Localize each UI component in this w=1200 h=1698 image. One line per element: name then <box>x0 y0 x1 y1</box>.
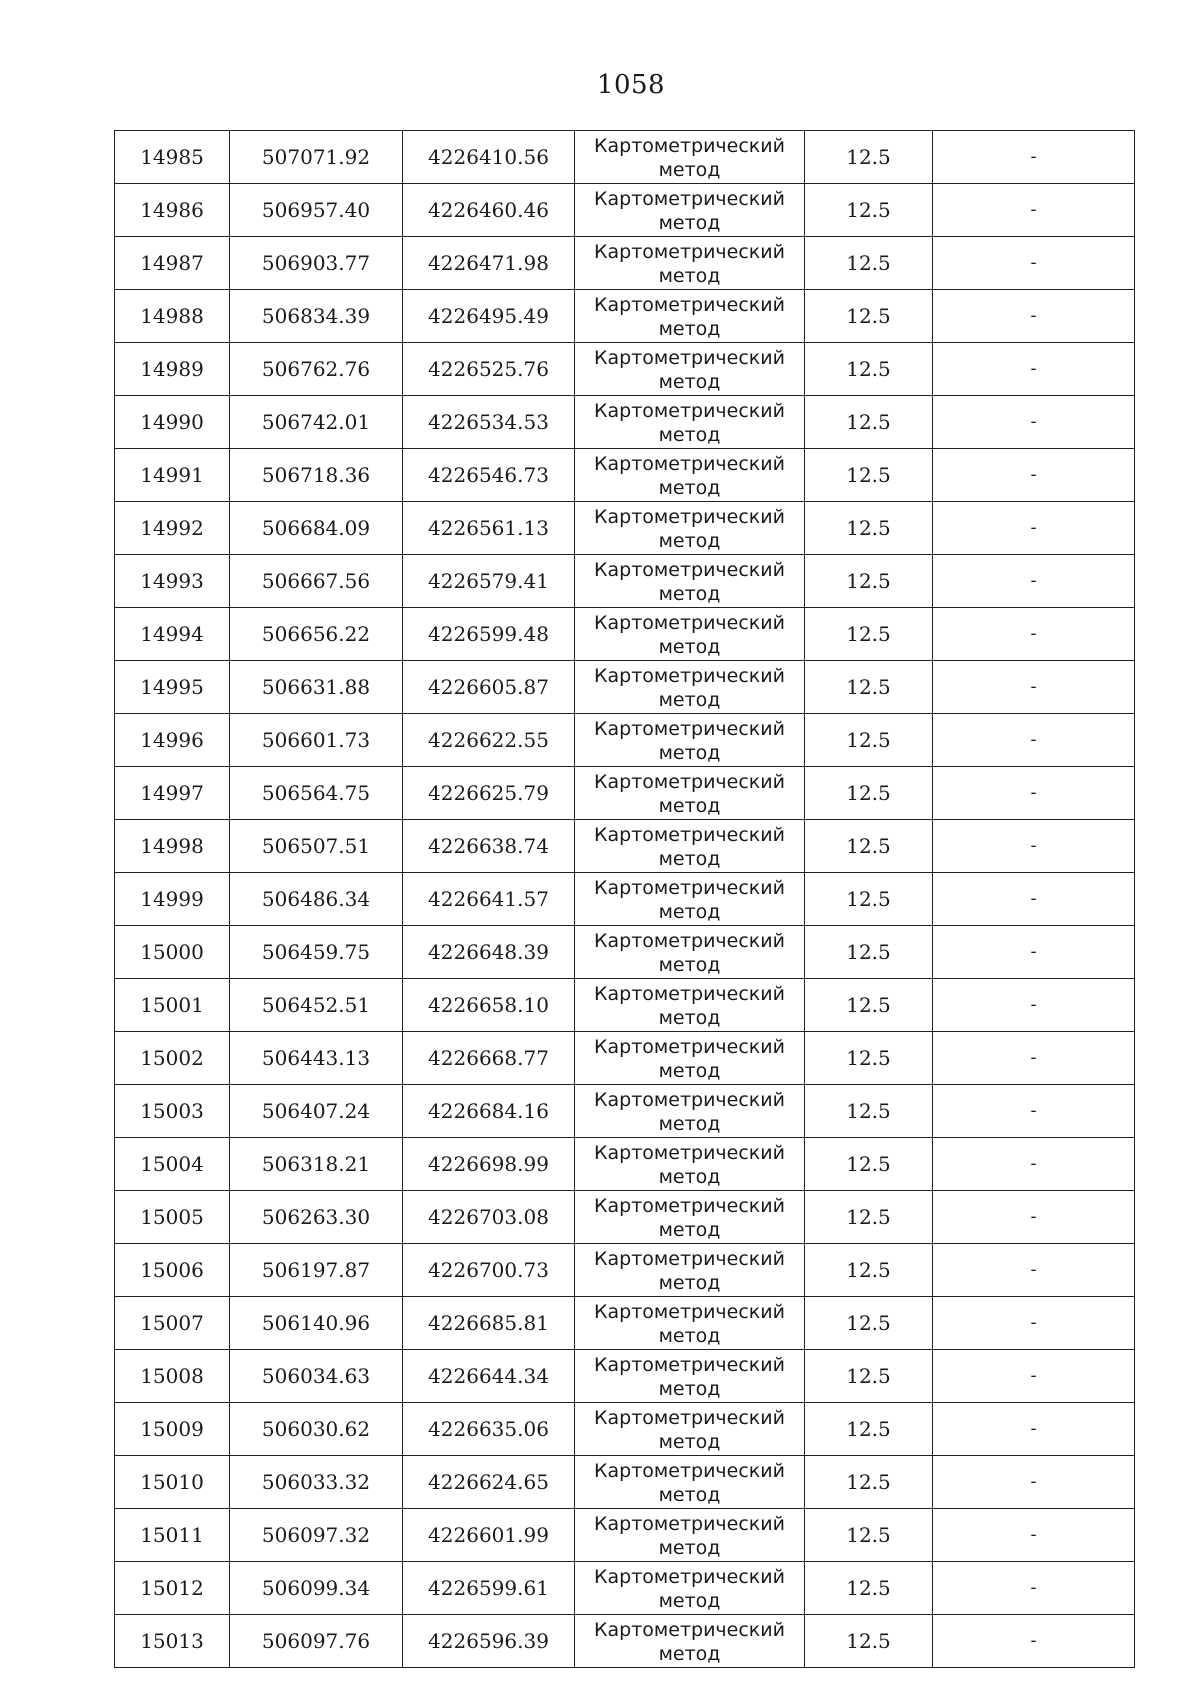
note-cell: - <box>933 608 1135 661</box>
method-line-1: Картометрический <box>594 1407 785 1429</box>
table-row <box>115 290 1135 343</box>
method-line-1: Картометрический <box>594 241 785 263</box>
note-cell: - <box>933 979 1135 1032</box>
method-line-2: метод <box>658 954 721 976</box>
note-cell: - <box>933 1297 1135 1350</box>
method-line-1: Картометрический <box>594 1619 785 1641</box>
table-row <box>115 1562 1135 1615</box>
point-number-cell: 15008 <box>115 1350 230 1403</box>
x-coordinate-cell: 506957.40 <box>230 184 403 237</box>
method-cell <box>575 873 805 926</box>
point-number-cell: 15003 <box>115 1085 230 1138</box>
method-line-2: метод <box>658 636 721 658</box>
table-row <box>115 555 1135 608</box>
method-line-1: Картометрический <box>594 294 785 316</box>
note-cell: - <box>933 1509 1135 1562</box>
note-cell: - <box>933 131 1135 184</box>
table-row <box>115 1350 1135 1403</box>
method-line-2: метод <box>658 1590 721 1612</box>
method-line-1: Картометрический <box>594 559 785 581</box>
method-line-1: Картометрический <box>594 188 785 210</box>
method-line-2: метод <box>658 1378 721 1400</box>
y-coordinate-cell: 4226622.55 <box>403 714 575 767</box>
x-coordinate-cell: 506097.76 <box>230 1615 403 1668</box>
method-line-2: метод <box>658 848 721 870</box>
accuracy-cell: 12.5 <box>805 1244 933 1297</box>
point-number-cell: 15001 <box>115 979 230 1032</box>
method-line-1: Картометрический <box>594 1354 785 1376</box>
method-line-2: метод <box>658 1431 721 1453</box>
accuracy-cell: 12.5 <box>805 502 933 555</box>
table-row <box>115 1244 1135 1297</box>
accuracy-cell: 12.5 <box>805 1562 933 1615</box>
point-number-cell: 14987 <box>115 237 230 290</box>
accuracy-cell: 12.5 <box>805 449 933 502</box>
table-row <box>115 661 1135 714</box>
method-line-1: Картометрический <box>594 771 785 793</box>
x-coordinate-cell: 506197.87 <box>230 1244 403 1297</box>
table-row <box>115 979 1135 1032</box>
point-number-cell: 15005 <box>115 1191 230 1244</box>
method-line-2: метод <box>658 530 721 552</box>
point-number-cell: 14986 <box>115 184 230 237</box>
x-coordinate-cell: 506140.96 <box>230 1297 403 1350</box>
method-line-2: метод <box>658 477 721 499</box>
method-line-1: Картометрический <box>594 1248 785 1270</box>
accuracy-cell: 12.5 <box>805 926 933 979</box>
accuracy-cell: 12.5 <box>805 1456 933 1509</box>
x-coordinate-cell: 506667.56 <box>230 555 403 608</box>
point-number-cell: 14997 <box>115 767 230 820</box>
table-row <box>115 1403 1135 1456</box>
method-line-1: Картометрический <box>594 1036 785 1058</box>
method-cell <box>575 1297 805 1350</box>
y-coordinate-cell: 4226596.39 <box>403 1615 575 1668</box>
y-coordinate-cell: 4226648.39 <box>403 926 575 979</box>
method-line-2: метод <box>658 424 721 446</box>
method-cell <box>575 926 805 979</box>
table-row <box>115 767 1135 820</box>
method-line-1: Картометрический <box>594 135 785 157</box>
accuracy-cell: 12.5 <box>805 1615 933 1668</box>
method-cell <box>575 396 805 449</box>
method-cell <box>575 502 805 555</box>
note-cell: - <box>933 1085 1135 1138</box>
note-cell: - <box>933 1456 1135 1509</box>
accuracy-cell: 12.5 <box>805 661 933 714</box>
x-coordinate-cell: 506762.76 <box>230 343 403 396</box>
x-coordinate-cell: 506486.34 <box>230 873 403 926</box>
y-coordinate-cell: 4226624.65 <box>403 1456 575 1509</box>
x-coordinate-cell: 506452.51 <box>230 979 403 1032</box>
point-number-cell: 14994 <box>115 608 230 661</box>
point-number-cell: 15006 <box>115 1244 230 1297</box>
method-cell <box>575 1138 805 1191</box>
method-line-1: Картометрический <box>594 1513 785 1535</box>
method-cell <box>575 1244 805 1297</box>
method-cell <box>575 1085 805 1138</box>
y-coordinate-cell: 4226703.08 <box>403 1191 575 1244</box>
method-line-1: Картометрический <box>594 824 785 846</box>
point-number-cell: 15000 <box>115 926 230 979</box>
table-row <box>115 608 1135 661</box>
page-number: 1058 <box>596 70 666 100</box>
y-coordinate-cell: 4226638.74 <box>403 820 575 873</box>
x-coordinate-cell: 506684.09 <box>230 502 403 555</box>
method-line-1: Картометрический <box>594 930 785 952</box>
x-coordinate-cell: 506030.62 <box>230 1403 403 1456</box>
note-cell: - <box>933 1244 1135 1297</box>
point-number-cell: 15012 <box>115 1562 230 1615</box>
table-row <box>115 1085 1135 1138</box>
y-coordinate-cell: 4226460.46 <box>403 184 575 237</box>
accuracy-cell: 12.5 <box>805 343 933 396</box>
method-line-1: Картометрический <box>594 612 785 634</box>
y-coordinate-cell: 4226635.06 <box>403 1403 575 1456</box>
point-number-cell: 14996 <box>115 714 230 767</box>
note-cell: - <box>933 873 1135 926</box>
table-body <box>115 131 1135 1668</box>
method-line-1: Картометрический <box>594 665 785 687</box>
method-line-2: метод <box>658 1113 721 1135</box>
coordinates-table <box>114 130 1135 1668</box>
y-coordinate-cell: 4226625.79 <box>403 767 575 820</box>
method-cell <box>575 555 805 608</box>
method-line-2: метод <box>658 742 721 764</box>
method-line-1: Картометрический <box>594 400 785 422</box>
x-coordinate-cell: 506459.75 <box>230 926 403 979</box>
point-number-cell: 14993 <box>115 555 230 608</box>
y-coordinate-cell: 4226525.76 <box>403 343 575 396</box>
table-row <box>115 1509 1135 1562</box>
y-coordinate-cell: 4226698.99 <box>403 1138 575 1191</box>
accuracy-cell: 12.5 <box>805 1350 933 1403</box>
table-row <box>115 131 1135 184</box>
method-cell <box>575 1615 805 1668</box>
accuracy-cell: 12.5 <box>805 1138 933 1191</box>
method-line-2: метод <box>658 689 721 711</box>
note-cell: - <box>933 1032 1135 1085</box>
x-coordinate-cell: 506443.13 <box>230 1032 403 1085</box>
accuracy-cell: 12.5 <box>805 1297 933 1350</box>
x-coordinate-cell: 506097.32 <box>230 1509 403 1562</box>
accuracy-cell: 12.5 <box>805 1403 933 1456</box>
method-line-2: метод <box>658 1219 721 1241</box>
accuracy-cell: 12.5 <box>805 1191 933 1244</box>
table-row <box>115 237 1135 290</box>
note-cell: - <box>933 290 1135 343</box>
y-coordinate-cell: 4226534.53 <box>403 396 575 449</box>
accuracy-cell: 12.5 <box>805 237 933 290</box>
note-cell: - <box>933 820 1135 873</box>
point-number-cell: 14995 <box>115 661 230 714</box>
x-coordinate-cell: 506656.22 <box>230 608 403 661</box>
point-number-cell: 15013 <box>115 1615 230 1668</box>
x-coordinate-cell: 506903.77 <box>230 237 403 290</box>
method-line-1: Картометрический <box>594 1089 785 1111</box>
y-coordinate-cell: 4226658.10 <box>403 979 575 1032</box>
method-line-2: метод <box>658 318 721 340</box>
method-line-1: Картометрический <box>594 1142 785 1164</box>
method-cell <box>575 237 805 290</box>
y-coordinate-cell: 4226700.73 <box>403 1244 575 1297</box>
method-line-1: Картометрический <box>594 1195 785 1217</box>
point-number-cell: 15004 <box>115 1138 230 1191</box>
x-coordinate-cell: 506263.30 <box>230 1191 403 1244</box>
accuracy-cell: 12.5 <box>805 1509 933 1562</box>
method-cell <box>575 1350 805 1403</box>
x-coordinate-cell: 506601.73 <box>230 714 403 767</box>
point-number-cell: 14999 <box>115 873 230 926</box>
table-row <box>115 820 1135 873</box>
method-line-1: Картометрический <box>594 877 785 899</box>
point-number-cell: 14989 <box>115 343 230 396</box>
method-line-2: метод <box>658 1060 721 1082</box>
method-line-1: Картометрический <box>594 1301 785 1323</box>
note-cell: - <box>933 1615 1135 1668</box>
accuracy-cell: 12.5 <box>805 714 933 767</box>
method-line-2: метод <box>658 901 721 923</box>
method-cell <box>575 661 805 714</box>
point-number-cell: 15011 <box>115 1509 230 1562</box>
point-number-cell: 14992 <box>115 502 230 555</box>
y-coordinate-cell: 4226668.77 <box>403 1032 575 1085</box>
note-cell: - <box>933 502 1135 555</box>
method-cell <box>575 184 805 237</box>
method-line-2: метод <box>658 212 721 234</box>
table-row <box>115 1615 1135 1668</box>
note-cell: - <box>933 661 1135 714</box>
method-line-1: Картометрический <box>594 1460 785 1482</box>
method-line-1: Картометрический <box>594 453 785 475</box>
note-cell: - <box>933 396 1135 449</box>
method-line-1: Картометрический <box>594 1566 785 1588</box>
note-cell: - <box>933 714 1135 767</box>
method-line-2: метод <box>658 159 721 181</box>
y-coordinate-cell: 4226495.49 <box>403 290 575 343</box>
method-line-2: метод <box>658 1007 721 1029</box>
method-line-2: метод <box>658 371 721 393</box>
y-coordinate-cell: 4226601.99 <box>403 1509 575 1562</box>
y-coordinate-cell: 4226561.13 <box>403 502 575 555</box>
x-coordinate-cell: 506407.24 <box>230 1085 403 1138</box>
accuracy-cell: 12.5 <box>805 873 933 926</box>
method-cell <box>575 1456 805 1509</box>
method-cell <box>575 1562 805 1615</box>
method-cell <box>575 979 805 1032</box>
method-line-2: метод <box>658 1643 721 1665</box>
accuracy-cell: 12.5 <box>805 979 933 1032</box>
accuracy-cell: 12.5 <box>805 555 933 608</box>
table-row <box>115 343 1135 396</box>
point-number-cell: 15009 <box>115 1403 230 1456</box>
point-number-cell: 14985 <box>115 131 230 184</box>
note-cell: - <box>933 767 1135 820</box>
method-line-2: метод <box>658 1325 721 1347</box>
note-cell: - <box>933 184 1135 237</box>
y-coordinate-cell: 4226685.81 <box>403 1297 575 1350</box>
table-row <box>115 184 1135 237</box>
method-cell <box>575 1191 805 1244</box>
table-row <box>115 396 1135 449</box>
table-row <box>115 502 1135 555</box>
point-number-cell: 14990 <box>115 396 230 449</box>
x-coordinate-cell: 506034.63 <box>230 1350 403 1403</box>
method-line-2: метод <box>658 583 721 605</box>
table-row <box>115 926 1135 979</box>
method-cell <box>575 449 805 502</box>
point-number-cell: 14988 <box>115 290 230 343</box>
point-number-cell: 15007 <box>115 1297 230 1350</box>
method-cell <box>575 714 805 767</box>
point-number-cell: 14998 <box>115 820 230 873</box>
method-cell <box>575 767 805 820</box>
y-coordinate-cell: 4226605.87 <box>403 661 575 714</box>
y-coordinate-cell: 4226644.34 <box>403 1350 575 1403</box>
y-coordinate-cell: 4226684.16 <box>403 1085 575 1138</box>
table-row <box>115 714 1135 767</box>
table-row <box>115 1191 1135 1244</box>
note-cell: - <box>933 926 1135 979</box>
method-line-1: Картометрический <box>594 347 785 369</box>
table-row <box>115 873 1135 926</box>
x-coordinate-cell: 506564.75 <box>230 767 403 820</box>
y-coordinate-cell: 4226471.98 <box>403 237 575 290</box>
y-coordinate-cell: 4226546.73 <box>403 449 575 502</box>
note-cell: - <box>933 1138 1135 1191</box>
accuracy-cell: 12.5 <box>805 131 933 184</box>
x-coordinate-cell: 506033.32 <box>230 1456 403 1509</box>
x-coordinate-cell: 506507.51 <box>230 820 403 873</box>
note-cell: - <box>933 1403 1135 1456</box>
note-cell: - <box>933 449 1135 502</box>
point-number-cell: 15010 <box>115 1456 230 1509</box>
accuracy-cell: 12.5 <box>805 767 933 820</box>
accuracy-cell: 12.5 <box>805 1032 933 1085</box>
y-coordinate-cell: 4226579.41 <box>403 555 575 608</box>
note-cell: - <box>933 1191 1135 1244</box>
note-cell: - <box>933 237 1135 290</box>
method-cell <box>575 1403 805 1456</box>
note-cell: - <box>933 1562 1135 1615</box>
table-row <box>115 1297 1135 1350</box>
y-coordinate-cell: 4226410.56 <box>403 131 575 184</box>
accuracy-cell: 12.5 <box>805 290 933 343</box>
method-line-2: метод <box>658 1166 721 1188</box>
accuracy-cell: 12.5 <box>805 184 933 237</box>
method-cell <box>575 1509 805 1562</box>
x-coordinate-cell: 506318.21 <box>230 1138 403 1191</box>
table-row <box>115 1456 1135 1509</box>
y-coordinate-cell: 4226641.57 <box>403 873 575 926</box>
x-coordinate-cell: 507071.92 <box>230 131 403 184</box>
x-coordinate-cell: 506742.01 <box>230 396 403 449</box>
y-coordinate-cell: 4226599.48 <box>403 608 575 661</box>
method-cell <box>575 608 805 661</box>
table-row <box>115 1032 1135 1085</box>
x-coordinate-cell: 506099.34 <box>230 1562 403 1615</box>
x-coordinate-cell: 506834.39 <box>230 290 403 343</box>
accuracy-cell: 12.5 <box>805 1085 933 1138</box>
method-cell <box>575 343 805 396</box>
table-row <box>115 449 1135 502</box>
accuracy-cell: 12.5 <box>805 396 933 449</box>
method-line-1: Картометрический <box>594 983 785 1005</box>
note-cell: - <box>933 1350 1135 1403</box>
point-number-cell: 15002 <box>115 1032 230 1085</box>
method-line-2: метод <box>658 1484 721 1506</box>
method-cell <box>575 290 805 343</box>
method-line-1: Картометрический <box>594 506 785 528</box>
method-line-2: метод <box>658 265 721 287</box>
method-cell <box>575 820 805 873</box>
point-number-cell: 14991 <box>115 449 230 502</box>
method-cell <box>575 1032 805 1085</box>
accuracy-cell: 12.5 <box>805 608 933 661</box>
method-line-2: метод <box>658 1272 721 1294</box>
x-coordinate-cell: 506631.88 <box>230 661 403 714</box>
method-line-2: метод <box>658 795 721 817</box>
x-coordinate-cell: 506718.36 <box>230 449 403 502</box>
method-cell <box>575 131 805 184</box>
method-line-1: Картометрический <box>594 718 785 740</box>
y-coordinate-cell: 4226599.61 <box>403 1562 575 1615</box>
note-cell: - <box>933 555 1135 608</box>
note-cell: - <box>933 343 1135 396</box>
accuracy-cell: 12.5 <box>805 820 933 873</box>
method-line-2: метод <box>658 1537 721 1559</box>
table-row <box>115 1138 1135 1191</box>
